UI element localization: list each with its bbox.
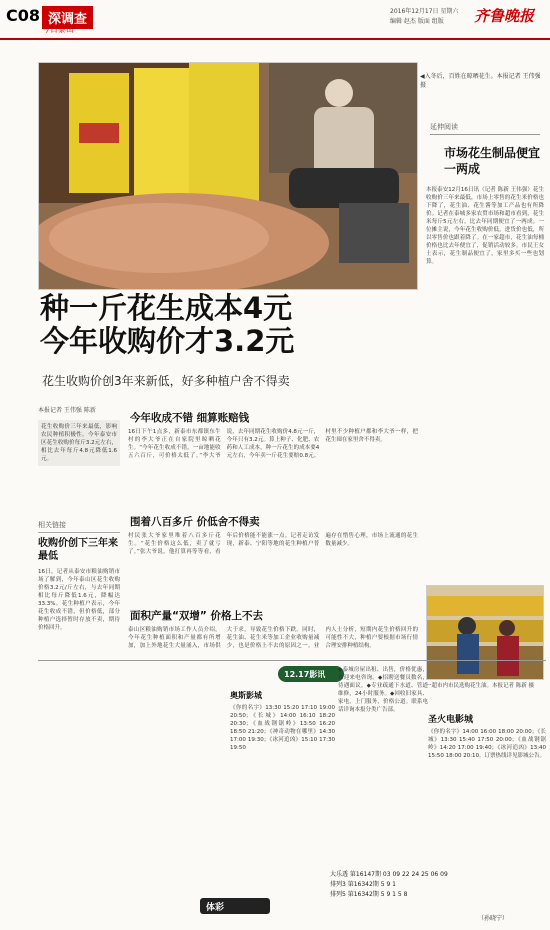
related-link-tag: 相关链接 (38, 520, 120, 533)
section-3-body: 泰山区粮油购销市场工作人员介绍，今年花生种植面积和产量都有所增加，加上外地花生大量涌入，市场供大于求，导致花生价格下跌。同时，花生油、花生米等加工企业收购量减少，也是价格上不去的原因之一。业内人士分析，短期内花生价格回升的可能性不大，种植户要根据市场行情合理安排种植结构。 (128, 627, 418, 649)
headline-line-1: 种一斤花生成本4元 (40, 291, 293, 325)
editor-line: 编辑 赵杰 版面 组版 (390, 18, 444, 25)
photo-caption: ◀入冬后，百姓在晾晒花生。本报记者 王伟强 摄 (420, 73, 541, 89)
lottery-line-1: 大乐透 第16147期 03 09 22 24 25 06 09 (330, 871, 448, 878)
main-photo (38, 62, 418, 290)
section-1-heading: 今年收成不错 细算账赔钱 (130, 412, 250, 424)
supermarket-photo (426, 585, 544, 680)
right-article-title: 市场花生制品便宜一两成 (444, 146, 541, 176)
supermarket-illustration (427, 586, 544, 680)
section-label: 深调查 (42, 6, 93, 29)
section-3-heading: 面积产量“双增” 价格上不去 (130, 610, 263, 622)
section-2-heading: 围着八百多斤 价低舍不得卖 (130, 516, 260, 528)
cinema-2-name: 圣火电影城 (428, 715, 474, 725)
related-link-body: 16日，记者从泰安市粮油购销市场了解到，今年泰山区花生收购价格3.2元/斤左右，与去年同期相比每斤降低1.6元，降幅达33.3%。花生种植户表示，今年花生收成不错，但价格低，部分种植户选择暂时存放不卖，期待价格回升。 (38, 569, 120, 631)
photo-illustration (39, 63, 418, 290)
footer-credit: （孙晓宁） (478, 915, 509, 922)
newspaper-logo: 齐鲁晚报 (474, 7, 535, 25)
right-article-body: 本报泰安12月16日讯（记者 陈新 王伟强）花生收购价三年来最低，市场上零售的花生米价格也下降了，花生油、花生酱等加工产品也有所降价。记者在泰城多家农贸市场和超市看到，花生米每斤5元左右，比去年同期便宜了一两成。一位摊主说，今年花生收购价低，进货价也低，所以零售价也跟着降了。在一家超市，花生油每桶价格也比去年便宜了，促销活动较多。市民王女士表示，花生制品便宜了，家里多买一些也划算。 (426, 187, 544, 265)
subheadline: 花生收购价创3年来新低，好多种植户舍不得卖 (42, 374, 290, 388)
lottery-line-2: 排列3 第16342期 5 9 1 (330, 881, 396, 888)
cinema-2-showtimes: 《你的名字》14:00 16:00 18:00 20:00；《长城》13:30 15:40 17:50 20:00；《血战钢锯岭》14:20 17:00 19:40；《冰河追凶》13:40 15:50 18:00 20:10。订票热线详见影城公告。 (428, 729, 546, 759)
sports-lottery-badge: 体彩 (200, 898, 270, 914)
cinema-name: 奥斯影城 (230, 691, 262, 700)
lottery-results (330, 870, 545, 900)
headline (40, 292, 420, 358)
cinema-2-listing (428, 712, 546, 852)
section-1-body: 16日下午1点多，新泰市东都镇东牛村的李大爷正在自家院里晾晒花生。“今年花生收成不错，一亩地能收五六百斤，可价格太低了。”李大爷说，去年同期花生收购价4.8元一斤，今年只有3.2元。算上种子、化肥、农药和人工成本，种一斤花生的成本要4元左右，今年卖一斤花生要赔0.8元。村里不少种植户都和李大爷一样，把花生囤在家里舍不得卖。 (128, 429, 418, 459)
page-code: C08 (6, 6, 41, 25)
cinema-showtimes: 《你的名字》13:30 15:20 17:10 19:00 20:50；《长城》14:00 16:10 18:20 20:30；《血战钢锯岭》13:50 16:20 18:50 21:20；《神奇动物在哪里》14:30 17:00 19:30；《冰河追凶》15:10 17:30 19:50 (230, 705, 335, 751)
section-2-body: 村民张大爷家里堆着八百多斤花生。“花生价格这么低，卖了就亏了。”张大爷说，他打算再等等看，看年后价格能不能涨一点。记者走访发现，新泰、宁阳等地的花生种植户普遍存在惜售心理，市场上流通的花生数量减少。 (128, 533, 418, 555)
cinema-listing (230, 690, 335, 850)
related-link-title: 收购价创下三年来最低 (38, 538, 118, 562)
lead-box (38, 420, 120, 516)
page-header (0, 0, 550, 40)
lottery-line-3: 排列5 第16342期 5 9 1 5 8 (330, 891, 408, 898)
classified-ads: ◆泰城房屋出租、出售，价格优惠，欢迎来电咨询。◆招聘送餐员数名，待遇面议。◆专业疏通下水道、管道维修，24小时服务。◆回收旧家具、家电，上门服务，价格公道。联系电话详询本报分类广告部。 (338, 667, 428, 713)
lead-text: 花生收购价三年来最低，影响农民种植积极性。今年泰安市区花生收购价每斤3.2元左右，相比去年每斤4.8元降低1.6元。 (38, 420, 120, 466)
supermarket-caption: 一超市内市民选购花生油。本报记者 陈新 摄 (426, 683, 534, 689)
headline-line-2: 今年收购价才3.2元 (40, 324, 295, 358)
ad-divider (38, 660, 546, 661)
issue-date: 2016年12月17日 星期六 (390, 8, 459, 15)
movie-badge: 12.17影讯 (278, 666, 344, 682)
subsection-label: 今日泰山 (42, 25, 74, 34)
extended-reading-tag: 延伸阅读 (430, 122, 540, 135)
byline: 本报记者 王伟强 陈新 (38, 407, 96, 414)
